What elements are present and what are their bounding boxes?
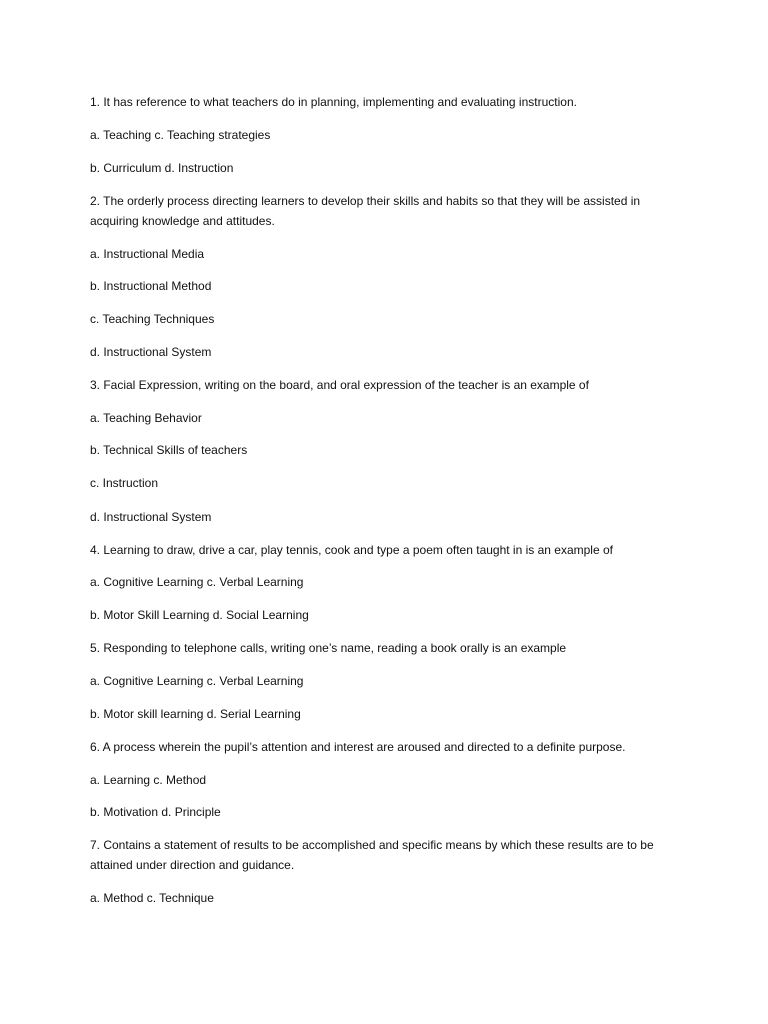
- question-5-text: 5. Responding to telephone calls, writing one’s name, reading a book orally is an example: [90, 641, 567, 655]
- question-4-options-bd: b. Motor Skill Learning d. Social Learning: [90, 608, 309, 622]
- question-4-options-ac: a. Cognitive Learning c. Verbal Learning: [90, 575, 304, 589]
- question-1-options-bd: b. Curriculum d. Instruction: [90, 161, 234, 175]
- question-6-options-bd: b. Motivation d. Principle: [90, 805, 221, 819]
- question-6-options-ac: a. Learning c. Method: [90, 773, 207, 787]
- question-2-option-a: a. Instructional Media: [90, 247, 205, 261]
- question-2-option-c: c. Teaching Techniques: [90, 312, 215, 326]
- question-1-options-ac: a. Teaching c. Teaching strategies: [90, 128, 271, 142]
- question-3-option-c: c. Instruction: [90, 476, 159, 490]
- question-2-text: 2. The orderly process directing learners to develop their skills and habits so that they will be assisted in acquiring knowledge and attitudes.: [90, 194, 641, 228]
- question-7-text: 7. Contains a statement of results to be accomplished and specific means by which these results are to be attained under direction and guidance.: [90, 838, 654, 872]
- question-3-option-d: d. Instructional System: [90, 510, 212, 524]
- question-2-option-b: b. Instructional Method: [90, 279, 212, 293]
- question-1-text: 1. It has reference to what teachers do in planning, implementing and evaluating instruction.: [90, 95, 577, 109]
- question-5-options-bd: b. Motor skill learning d. Serial Learning: [90, 707, 301, 721]
- question-6-text: 6. A process wherein the pupil’s attention and interest are aroused and directed to a definite purpose.: [90, 740, 626, 754]
- question-3-option-a: a. Teaching Behavior: [90, 411, 202, 425]
- question-2-option-d: d. Instructional System: [90, 345, 212, 359]
- question-4-text: 4. Learning to draw, drive a car, play tennis, cook and type a poem often taught in is an example of: [90, 543, 613, 557]
- question-5-options-ac: a. Cognitive Learning c. Verbal Learning: [90, 674, 304, 688]
- question-3-text: 3. Facial Expression, writing on the board, and oral expression of the teacher is an example of: [90, 378, 589, 392]
- question-3-option-b: b. Technical Skills of teachers: [90, 443, 248, 457]
- question-7-options-ac: a. Method c. Technique: [90, 891, 214, 905]
